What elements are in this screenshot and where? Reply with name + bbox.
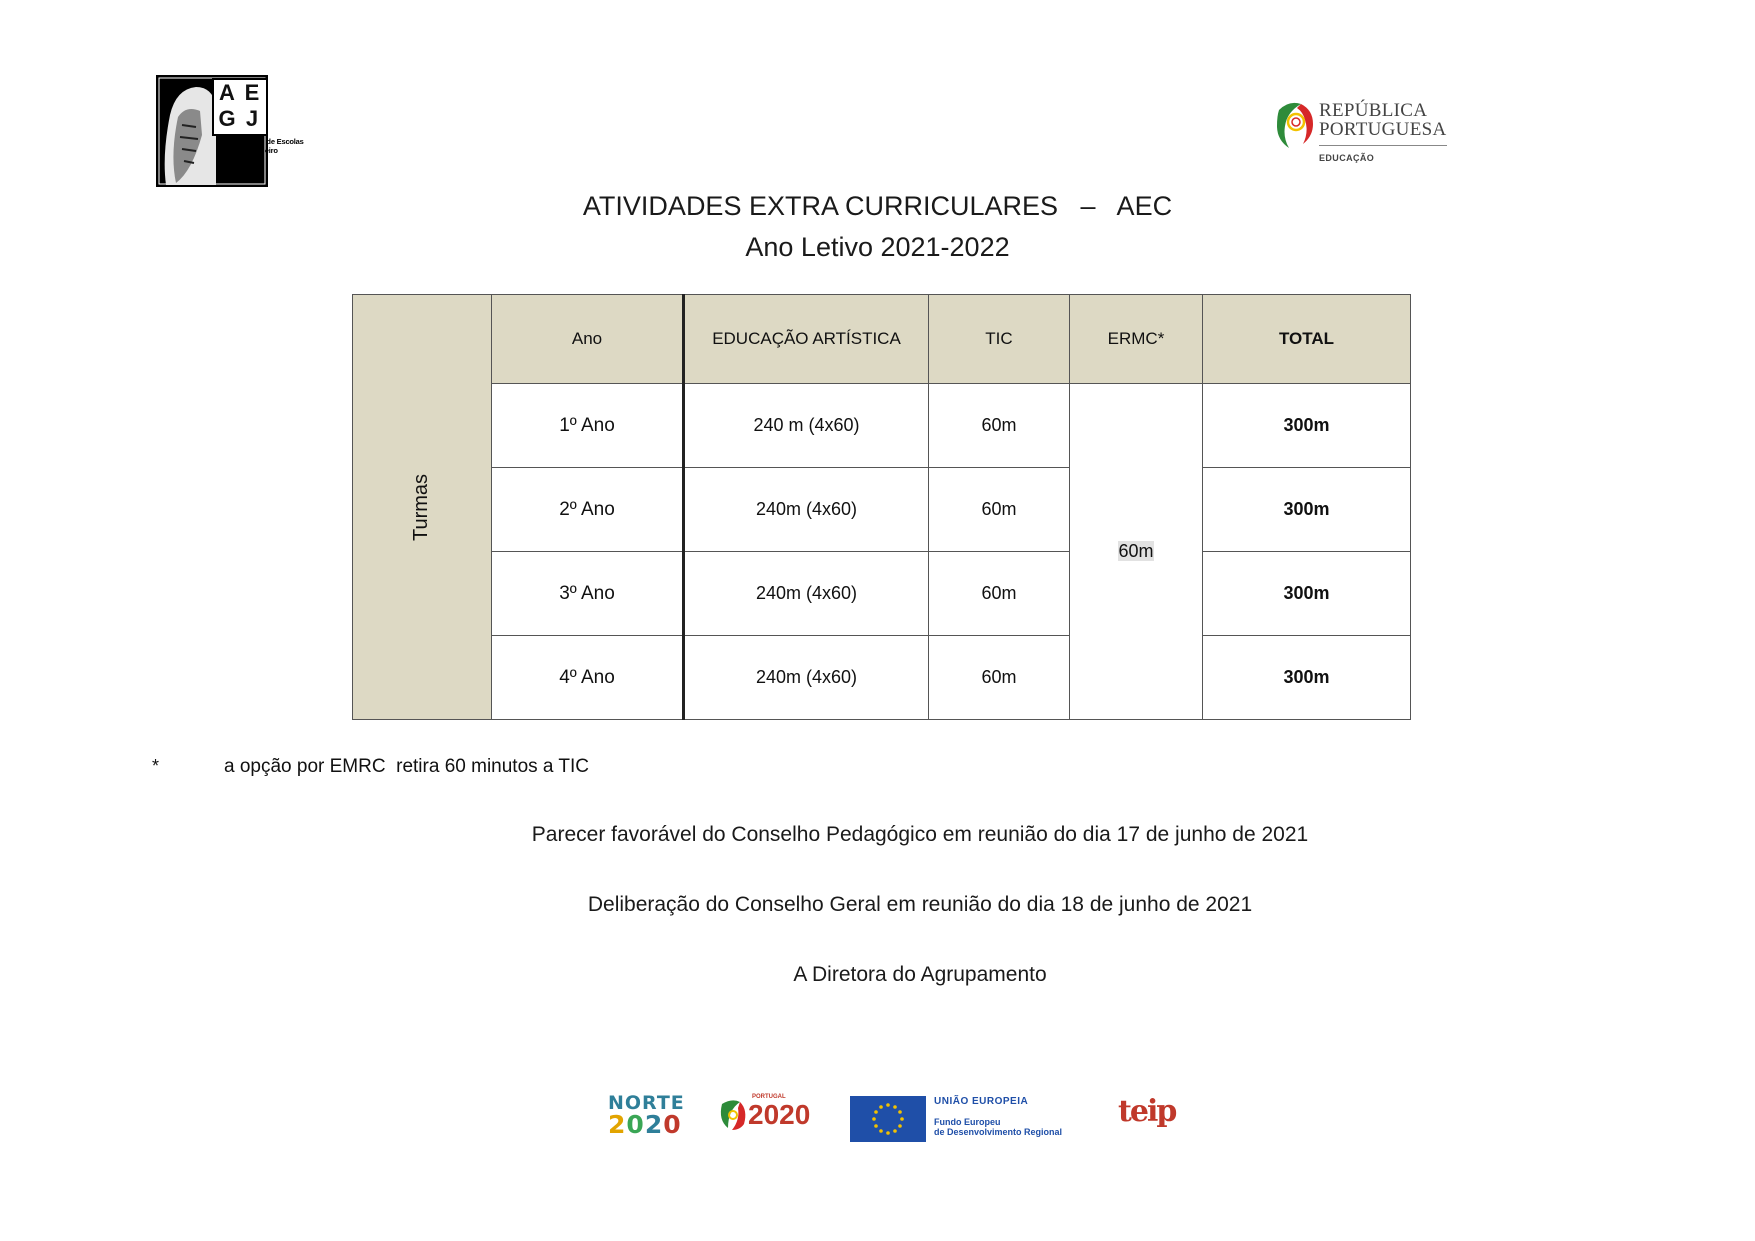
cell-total: 300m bbox=[1203, 636, 1411, 720]
logo-caption-line: Guerra Junqueiro bbox=[218, 146, 278, 155]
cell-ano: 4º Ano bbox=[492, 636, 684, 720]
document-title: ATIVIDADES EXTRA CURRICULARES – AEC bbox=[582, 191, 1173, 221]
school-logo bbox=[156, 75, 331, 187]
logo-divider bbox=[1319, 145, 1447, 146]
logo-letter: A bbox=[219, 80, 235, 105]
eu-line: Fundo Europeu bbox=[934, 1117, 1001, 1127]
statement-pedagogico: Parecer favorável do Conselho Pedagógico em reunião do dia 17 de junho de 2021 bbox=[531, 823, 1309, 846]
logo-letters bbox=[212, 78, 268, 136]
header-educacao-artistica: EDUCAÇÃO ARTÍSTICA bbox=[684, 295, 929, 384]
header-ermc: ERMC* bbox=[1070, 295, 1203, 384]
cell-total: 300m bbox=[1203, 552, 1411, 636]
norte-year-text bbox=[608, 1110, 682, 1139]
cell-tic: 60m bbox=[929, 636, 1070, 720]
eu-text bbox=[934, 1096, 1062, 1137]
cell-educacao-artistica: 240 m (4x60) bbox=[684, 384, 929, 468]
norte-year-digit: 2 bbox=[608, 1110, 627, 1139]
norte-year-digit: 0 bbox=[663, 1110, 682, 1139]
portugal-flag-icon bbox=[718, 1098, 748, 1132]
eu-line: de Desenvolvimento Regional bbox=[934, 1127, 1063, 1137]
republica-line: PORTUGUESA bbox=[1319, 119, 1447, 140]
cell-total: 300m bbox=[1203, 468, 1411, 552]
table-row bbox=[353, 636, 1411, 720]
republica-subtitle: EDUCAÇÃO bbox=[1319, 153, 1375, 163]
logo-caption bbox=[218, 137, 304, 155]
cell-total: 300m bbox=[1203, 384, 1411, 468]
ermc-value: 60m bbox=[1118, 541, 1154, 561]
cell-tic: 60m bbox=[929, 468, 1070, 552]
row-group-cell bbox=[353, 295, 492, 720]
cell-ano: 1º Ano bbox=[492, 384, 684, 468]
cell-tic: 60m bbox=[929, 384, 1070, 468]
table-row bbox=[353, 384, 1411, 468]
row-group-label: Turmas bbox=[410, 473, 433, 541]
statement-diretora: A Diretora do Agrupamento bbox=[793, 963, 1047, 986]
footnote-mark: * bbox=[152, 756, 160, 776]
norte-year bbox=[608, 1110, 685, 1139]
republica-name bbox=[1319, 101, 1446, 139]
aec-table bbox=[352, 294, 1411, 720]
portugal-year: 2020 bbox=[748, 1099, 811, 1130]
table-header-row bbox=[353, 295, 1411, 384]
cell-tic: 60m bbox=[929, 552, 1070, 636]
cell-ano: 3º Ano bbox=[492, 552, 684, 636]
flag-emblem-icon bbox=[1275, 98, 1315, 150]
table-row bbox=[353, 468, 1411, 552]
header-ano: Ano bbox=[492, 295, 684, 384]
table-row bbox=[353, 552, 1411, 636]
logo-letter: J bbox=[245, 106, 259, 131]
eu-line: UNIÃO EUROPEIA bbox=[934, 1096, 1029, 1107]
cell-educacao-artistica: 240m (4x60) bbox=[684, 468, 929, 552]
norte-text: NORTE bbox=[608, 1092, 685, 1114]
statement-geral: Deliberação do Conselho Geral em reunião do dia 18 de junho de 2021 bbox=[587, 893, 1253, 916]
eu-stars-icon bbox=[850, 1096, 926, 1142]
cell-educacao-artistica: 240m (4x60) bbox=[684, 552, 929, 636]
cell-ermc-merged bbox=[1070, 384, 1203, 720]
header-total: TOTAL bbox=[1203, 295, 1411, 384]
norte-year-digit: 2 bbox=[644, 1110, 664, 1139]
footnote-text: a opção por EMRC retira 60 minutos a TIC bbox=[224, 756, 590, 777]
norte-year-digit: 0 bbox=[626, 1110, 645, 1139]
funding-logos bbox=[600, 1090, 1210, 1144]
logo-letter: G bbox=[218, 106, 236, 131]
document-subtitle: Ano Letivo 2021-2022 bbox=[745, 232, 1010, 262]
header-tic: TIC bbox=[929, 295, 1070, 384]
logo-letter: E bbox=[244, 80, 260, 105]
cell-educacao-artistica: 240m (4x60) bbox=[684, 636, 929, 720]
logo-caption-line: Agrupamento de Escolas bbox=[218, 137, 304, 146]
portugal-text: PORTUGAL bbox=[752, 1094, 786, 1100]
eu-flag-icon bbox=[850, 1096, 926, 1142]
republica-line: REPÚBLICA bbox=[1319, 100, 1428, 121]
cell-ano: 2º Ano bbox=[492, 468, 684, 552]
norte-2020-logo bbox=[608, 1094, 685, 1137]
teip-logo: teip bbox=[1118, 1094, 1176, 1129]
republica-logo bbox=[1275, 98, 1455, 168]
